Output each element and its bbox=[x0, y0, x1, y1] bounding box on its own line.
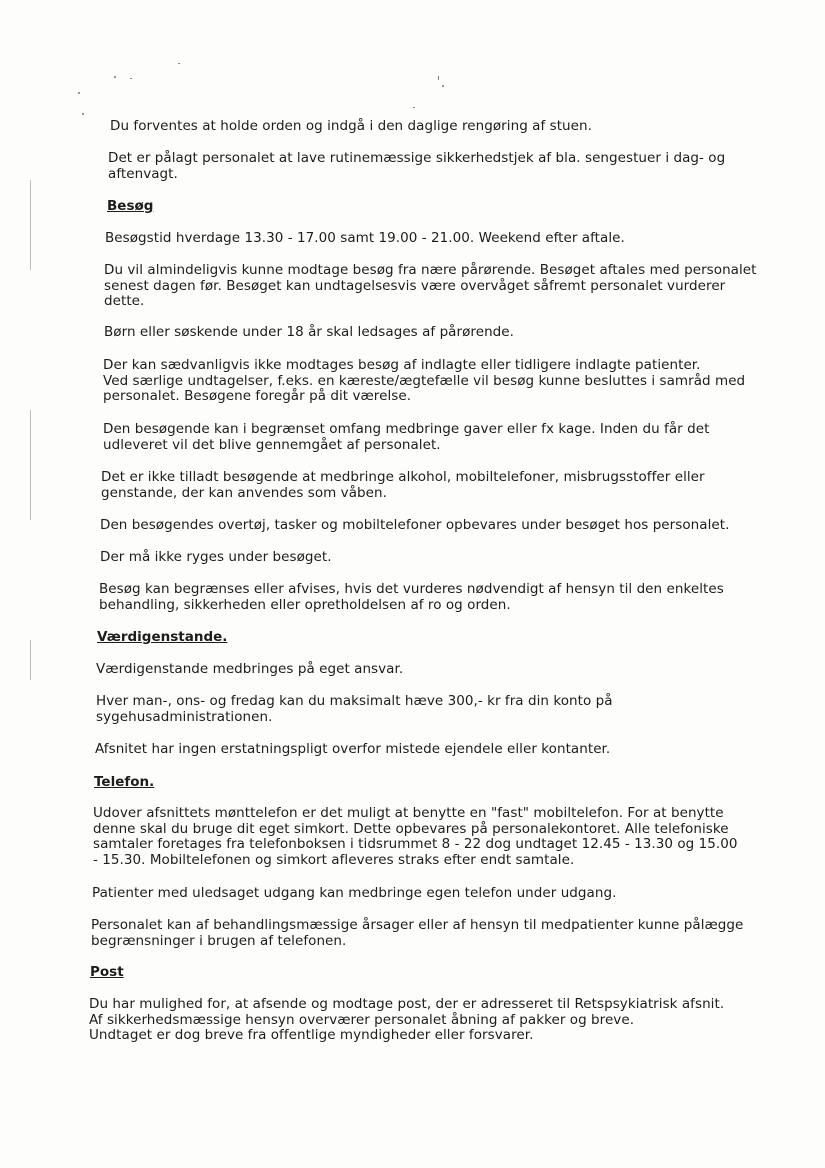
text-line: Den besøgende kan i begrænset omfang medbringe gaver eller fx kage. Inden du får det bbox=[103, 421, 710, 437]
text-line: samtaler foretages fra telefonboksen i tidsrummet 8 - 22 dog undtaget 12.45 - 13.30 og 15.00 bbox=[93, 836, 738, 852]
section-heading-besog: Besøg bbox=[107, 198, 154, 214]
text-line: Af sikkerhedsmæssige hensyn overværer personalet åbning af pakker og breve. bbox=[89, 1011, 635, 1028]
text-line: Patienter med uledsaget udgang kan medbringe egen telefon under udgang. bbox=[92, 885, 617, 901]
text-line: genstande, der kan anvendes som våben. bbox=[101, 484, 387, 501]
scan-speck bbox=[82, 113, 84, 115]
text-line: dette. bbox=[104, 293, 145, 309]
paragraph bbox=[95, 742, 610, 758]
paragraph bbox=[104, 325, 514, 341]
scan-speck bbox=[413, 107, 415, 108]
section-heading-telefon: Telefon. bbox=[94, 774, 155, 790]
text-line: Værdigenstande medbringes på eget ansvar. bbox=[96, 661, 404, 677]
scan-edge-mark bbox=[30, 410, 31, 520]
text-line: Der må ikke ryges under besøget. bbox=[100, 549, 332, 565]
text-line: Undtaget er dog breve fra offentlige myndigheder eller forsvarer. bbox=[89, 1027, 534, 1043]
paragraph bbox=[96, 662, 403, 678]
text-line: sygehusadministrationen. bbox=[96, 708, 273, 725]
paragraph bbox=[108, 151, 725, 182]
text-line: aftenvagt. bbox=[108, 165, 178, 182]
scan-speck bbox=[114, 76, 116, 78]
text-line: Ved særlige undtagelser, f.eks. en kæreste/ægtefælle vil besøg kunne besluttes i samråd med bbox=[103, 372, 746, 389]
text-line: Personalet kan af behandlingsmæssige årsager eller af hensyn til medpatienter kunne pålægge bbox=[91, 917, 744, 933]
text-line: Besøgstid hverdage 13.30 - 17.00 samt 19.00 - 21.00. Weekend efter aftale. bbox=[105, 230, 625, 246]
text-line: Du vil almindeligvis kunne modtage besøg fra nære pårørende. Besøget aftales med personalet bbox=[104, 262, 757, 278]
scan-speck bbox=[130, 78, 132, 79]
paragraph bbox=[91, 918, 743, 949]
paragraph bbox=[103, 358, 745, 405]
text-line: Hver man-, ons- og fredag kan du maksimalt hæve 300,- kr fra din konto på bbox=[96, 693, 613, 709]
paragraph bbox=[103, 422, 709, 453]
text-line: personalet. Besøgene foregår på dit værelse. bbox=[103, 388, 412, 404]
text-line: Det er pålagt personalet at lave rutinemæssige sikkerhedstjek af bla. sengestuer i dag- og bbox=[108, 150, 726, 166]
text-line: Det er ikke tilladt besøgende at medbringe alkohol, mobiltelefoner, misbrugsstoffer eller bbox=[101, 469, 705, 485]
text-line: Børn eller søskende under 18 år skal ledsages af pårørende. bbox=[104, 324, 514, 340]
paragraph bbox=[110, 119, 592, 135]
section-heading-vaerdigenstande: Værdigenstande. bbox=[97, 629, 228, 645]
text-line: begrænsninger i brugen af telefonen. bbox=[91, 932, 347, 949]
text-line: Du har mulighed for, at afsende og modtage post, der er adresseret til Retspsykiatrisk afsnit. bbox=[89, 996, 725, 1012]
text-line: Udover afsnittets mønttelefon er det muligt at benytte en "fast" mobiltelefon. For at benytte bbox=[93, 805, 724, 821]
text-line: behandling, sikkerheden eller opretholdelsen af ro og orden. bbox=[99, 596, 511, 613]
text-line: Afsnitet har ingen erstatningspligt overfor mistede ejendele eller kontanter. bbox=[95, 741, 611, 757]
paragraph bbox=[104, 263, 757, 310]
scan-speck bbox=[438, 76, 439, 80]
scan-speck bbox=[78, 92, 80, 94]
paragraph bbox=[100, 518, 729, 534]
text-line: Besøg kan begrænses eller afvises, hvis det vurderes nødvendigt af hensyn til den enkeltes bbox=[99, 581, 724, 597]
paragraph bbox=[100, 550, 332, 566]
section-heading-post: Post bbox=[90, 964, 124, 980]
paragraph bbox=[89, 997, 724, 1044]
text-line: - 15.30. Mobiltelefonen og simkort afleveres straks efter endt samtale. bbox=[93, 851, 575, 868]
paragraph bbox=[105, 231, 625, 247]
text-line: udleveret vil det blive gennemgået af personalet. bbox=[103, 436, 441, 453]
scan-speck bbox=[442, 85, 444, 87]
text-line: Der kan sædvanligvis ikke modtages besøg af indlagte eller tidligere indlagte patienter. bbox=[103, 357, 701, 373]
paragraph bbox=[99, 582, 724, 613]
text-line: Du forventes at holde orden og indgå i den daglige rengøring af stuen. bbox=[110, 118, 592, 134]
paragraph bbox=[96, 694, 613, 725]
paragraph bbox=[101, 470, 705, 501]
paragraph bbox=[92, 886, 616, 902]
text-line: denne skal du bruge dit eget simkort. Dette opbevares på personalekontoret. Alle telefoniske bbox=[93, 820, 729, 837]
scan-edge-mark bbox=[30, 640, 31, 680]
paragraph bbox=[93, 806, 737, 868]
text-line: Den besøgendes overtøj, tasker og mobiltelefoner opbevares under besøget hos personalet. bbox=[100, 517, 730, 533]
scan-speck bbox=[178, 63, 180, 64]
text-line: senest dagen før. Besøget kan undtagelsesvis være overvåget såfremt personalet vurderer bbox=[104, 277, 726, 294]
scan-edge-mark bbox=[30, 180, 31, 270]
